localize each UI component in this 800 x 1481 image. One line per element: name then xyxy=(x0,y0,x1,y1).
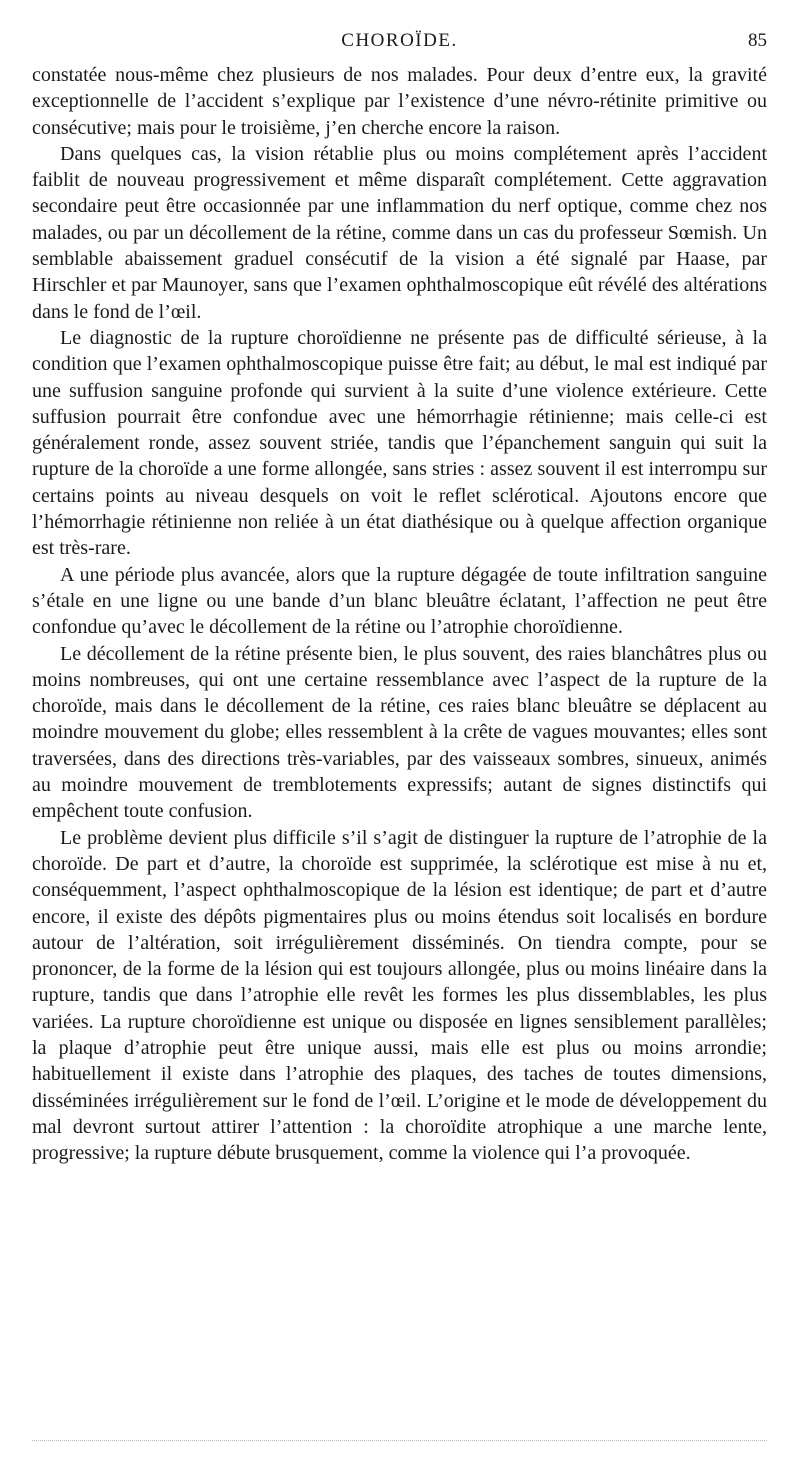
body-text xyxy=(32,62,767,1166)
paragraph: Le diagnostic de la rupture choroïdienne ne présente pas de difficulté sérieuse, à la condition que l’examen ophthalmoscopique puisse être fait; au début, le mal est indiqué par une suffusion sanguine profonde qui survient à la suite d’une violence extérieure. Cette suffusion pourrait être confondue avec une hémorrhagie rétinienne; mais celle-ci est généralement ronde, assez souvent striée, tandis que l’épanchement sanguin qui suit la rupture de la choroïde a une forme allongée, sans stries : assez souvent il est interrompu sur certains points au niveau desquels on voit le reflet sclérotical. Ajoutons encore que l’hémorrhagie rétinienne non reliée à un état diathésique ou à quelque affection organique est très-rare. xyxy=(32,326,767,560)
paragraph: Dans quelques cas, la vision rétablie plus ou moins complétement après l’accident faiblit de nouveau progressivement et même disparaît complétement. Cette aggravation secondaire peut être occasionnée par une inflammation du nerf optique, comme chez nos malades, ou par un décollement de la rétine, comme dans un cas du professeur Sœmish. Un semblable abaissement graduel consécutif de la vision a été signalé par Haase, par Hirschler et par Maunoyer, sans que l’examen ophthalmoscopique eût révélé des altérations dans le fond de l’œil. xyxy=(32,142,767,323)
page-number: 85 xyxy=(748,30,767,51)
running-title: CHOROÏDE. xyxy=(341,30,458,51)
paragraph: A une période plus avancée, alors que la rupture dégagée de toute infiltration sanguine s’étale en une ligne ou une bande d’un blanc bleuâtre éclatant, l’affection ne peut être confondue qu’avec le décollement de la rétine ou l’atrophie choroïdienne. xyxy=(32,563,767,639)
paragraph: Le problème devient plus difficile s’il s’agit de distinguer la rupture de l’atrophie de la choroïde. De part et d’autre, la choroïde est supprimée, la sclérotique est mise à nu et, conséquemment, l’aspect ophthalmoscopique de la lésion est identique; de part et d’autre encore, il existe des dépôts pigmentaires plus ou moins étendus soit localisés en bordure autour de l’altération, soit irrégulièrement disséminés. On tiendra compte, pour se prononcer, de la forme de la lésion qui est toujours allongée, plus ou moins linéaire dans la rupture, tandis que dans l’atrophie elle revêt les formes les plus dissemblables, les plus variées. La rupture choroïdienne est unique ou disposée en lignes sensiblement parallèles; la plaque d’atrophie peut être unique aussi, mais elle est plus ou moins arrondie; habituellement il existe dans l’atrophie des plaques, des taches de toutes dimensions, disséminées irrégulièrement sur le fond de l’œil. L’origine et le mode de développement du mal devront surtout attirer l’attention : la choroïdite atrophique a une marche lente, progressive; la rupture débute brusquement, comme la violence qui l’a provoquée. xyxy=(32,826,767,1165)
running-head xyxy=(32,26,767,56)
paragraph-continuation: constatée nous-même chez plusieurs de nos malades. Pour deux d’entre eux, la gravité exceptionnelle de l’accident s’explique par l’existence d’une névro-rétinite primitive ou consécutive; mais pour le troisième, j’en cherche encore la raison. xyxy=(32,64,767,139)
paragraph: Le décollement de la rétine présente bien, le plus souvent, des raies blanchâtres plus ou moins nombreuses, qui ont une certaine ressemblance avec l’aspect de la rupture de la choroïde, mais dans le décollement de la rétine, ces raies blanc bleuâtre se déplacent au moindre mouvement du globe; elles ressemblent à la crête de vagues mouvantes; elles sont traversées, dans des directions très-variables, par des vaisseaux sombres, sinueux, animés au moindre mouvement de tremblotements expressifs; autant de signes distinctifs qui empêchent toute confusion. xyxy=(32,642,767,823)
footer-rule xyxy=(32,1440,767,1441)
